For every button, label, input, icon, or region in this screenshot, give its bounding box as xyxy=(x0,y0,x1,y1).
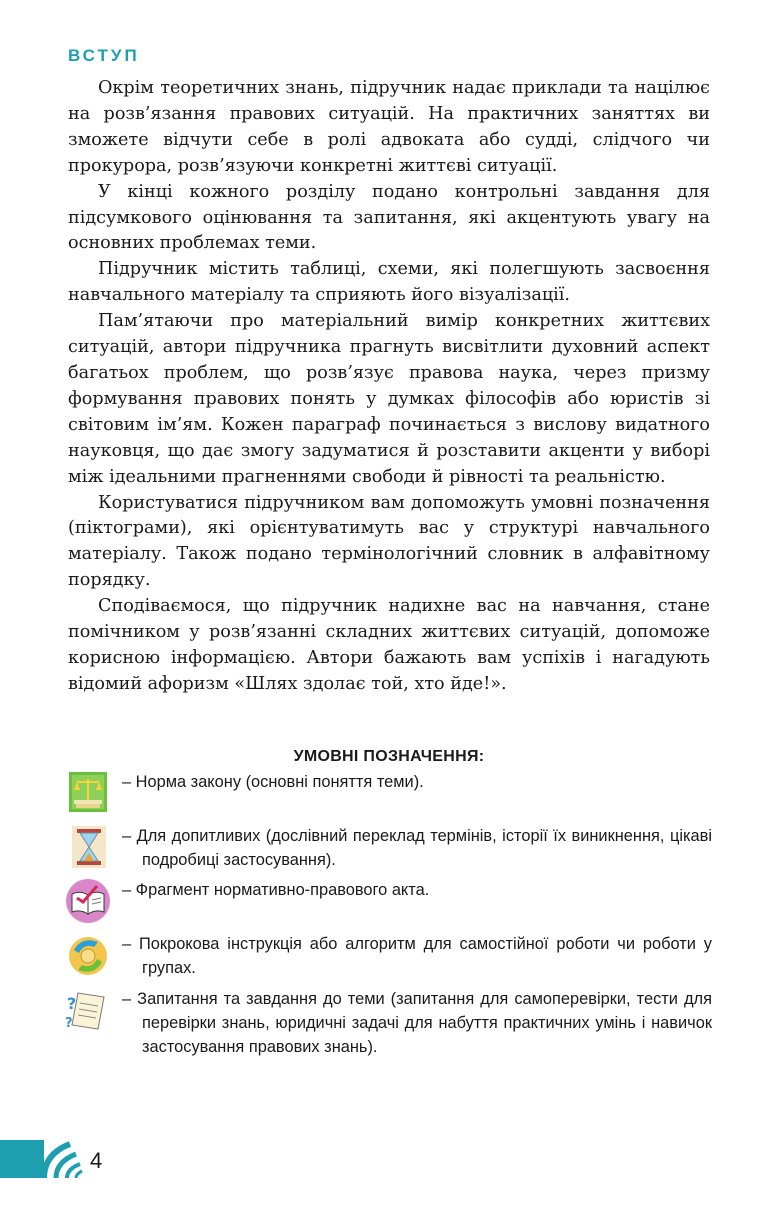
legend-item-text: – Покрокова інструкція або алгоритм для самостійної роботи чи роботи у групах. xyxy=(122,935,712,977)
law-norm-icon xyxy=(64,770,114,816)
step-instruction-icon xyxy=(64,932,114,978)
paragraph: Користуватися підручником вам допоможуть умовні позначення (піктограми), які орієнтуватимуть вас у структурі навчального матеріалу. Також подано термінологічний словник в алфавітному порядку. xyxy=(68,492,710,591)
paragraph: Сподіваємося, що підручник надихне вас на навчання, стане помічником у розв’язанні складних життєвих ситуацій, допоможе корисною інформацією. Автори бажають вам успіхів і нагадують відомий афоризм «Шлях здолає той, хто йде!». xyxy=(68,596,710,694)
legend-item xyxy=(64,770,712,816)
questions-icon xyxy=(64,987,114,1033)
hourglass-icon xyxy=(64,824,114,870)
page-number: 4 xyxy=(90,1148,103,1173)
legend-item xyxy=(64,987,712,1057)
section-header: ВСТУП xyxy=(68,46,140,65)
intro-text xyxy=(68,76,710,698)
paragraph: Пам’ятаючи про матеріальний вимір конкретних життєвих ситуацій, автори підручника прагнуть висвітлити духовний аспект багатьох проблем, що розв’язує правова наука, через призму формування правових понять у думках філософів або юристів зі світовим ім’ям. Кожен параграф починається з вислову видатного науковця, що дає змогу задуматися й розставити акценти у виборі між ідеальними прагненнями свободи й рівності та реальністю. xyxy=(68,311,710,487)
legend-item-text: – Для допитливих (дослівний переклад термінів, історії їх виникнення, цікаві подробиці застосування). xyxy=(122,827,712,869)
legend-item xyxy=(64,932,712,980)
legend-item-text: – Запитання та завдання до теми (запитання для самоперевірки, тести для перевірки знань, юридичні задачі для набуття практичних умінь і навичок застосування правових знань). xyxy=(122,990,712,1056)
paragraph: Окрім теоретичних знань, підручник надає приклади та націлює на розв’язання правових ситуацій. На практичних заняттях ви зможете відчути себе в ролі адвоката або судді, слідчого чи прокурора, розв’язуючи конкретні життєві ситуації. xyxy=(68,78,710,176)
svg-text:?: ? xyxy=(67,994,77,1013)
paragraph: Підручник містить таблиці, схеми, які полегшують засвоєння навчального матеріалу та сприяють його візуалізації. xyxy=(68,259,710,306)
footer-decoration xyxy=(0,1140,90,1178)
legend-title: УМОВНІ ПОЗНАЧЕННЯ: xyxy=(293,748,485,765)
legend-item xyxy=(64,824,712,872)
legend-item xyxy=(64,878,712,926)
open-book-icon xyxy=(64,878,114,924)
paragraph: У кінці кожного розділу подано контрольні завдання для підсумкового оцінювання та запитання, які акцентують увагу на основних проблемах теми. xyxy=(68,181,710,254)
legend-item-text: – Норма закону (основні поняття теми). xyxy=(122,773,424,791)
legend-item-text: – Фрагмент нормативно-правового акта. xyxy=(122,881,430,899)
svg-text:?: ? xyxy=(65,1016,73,1031)
